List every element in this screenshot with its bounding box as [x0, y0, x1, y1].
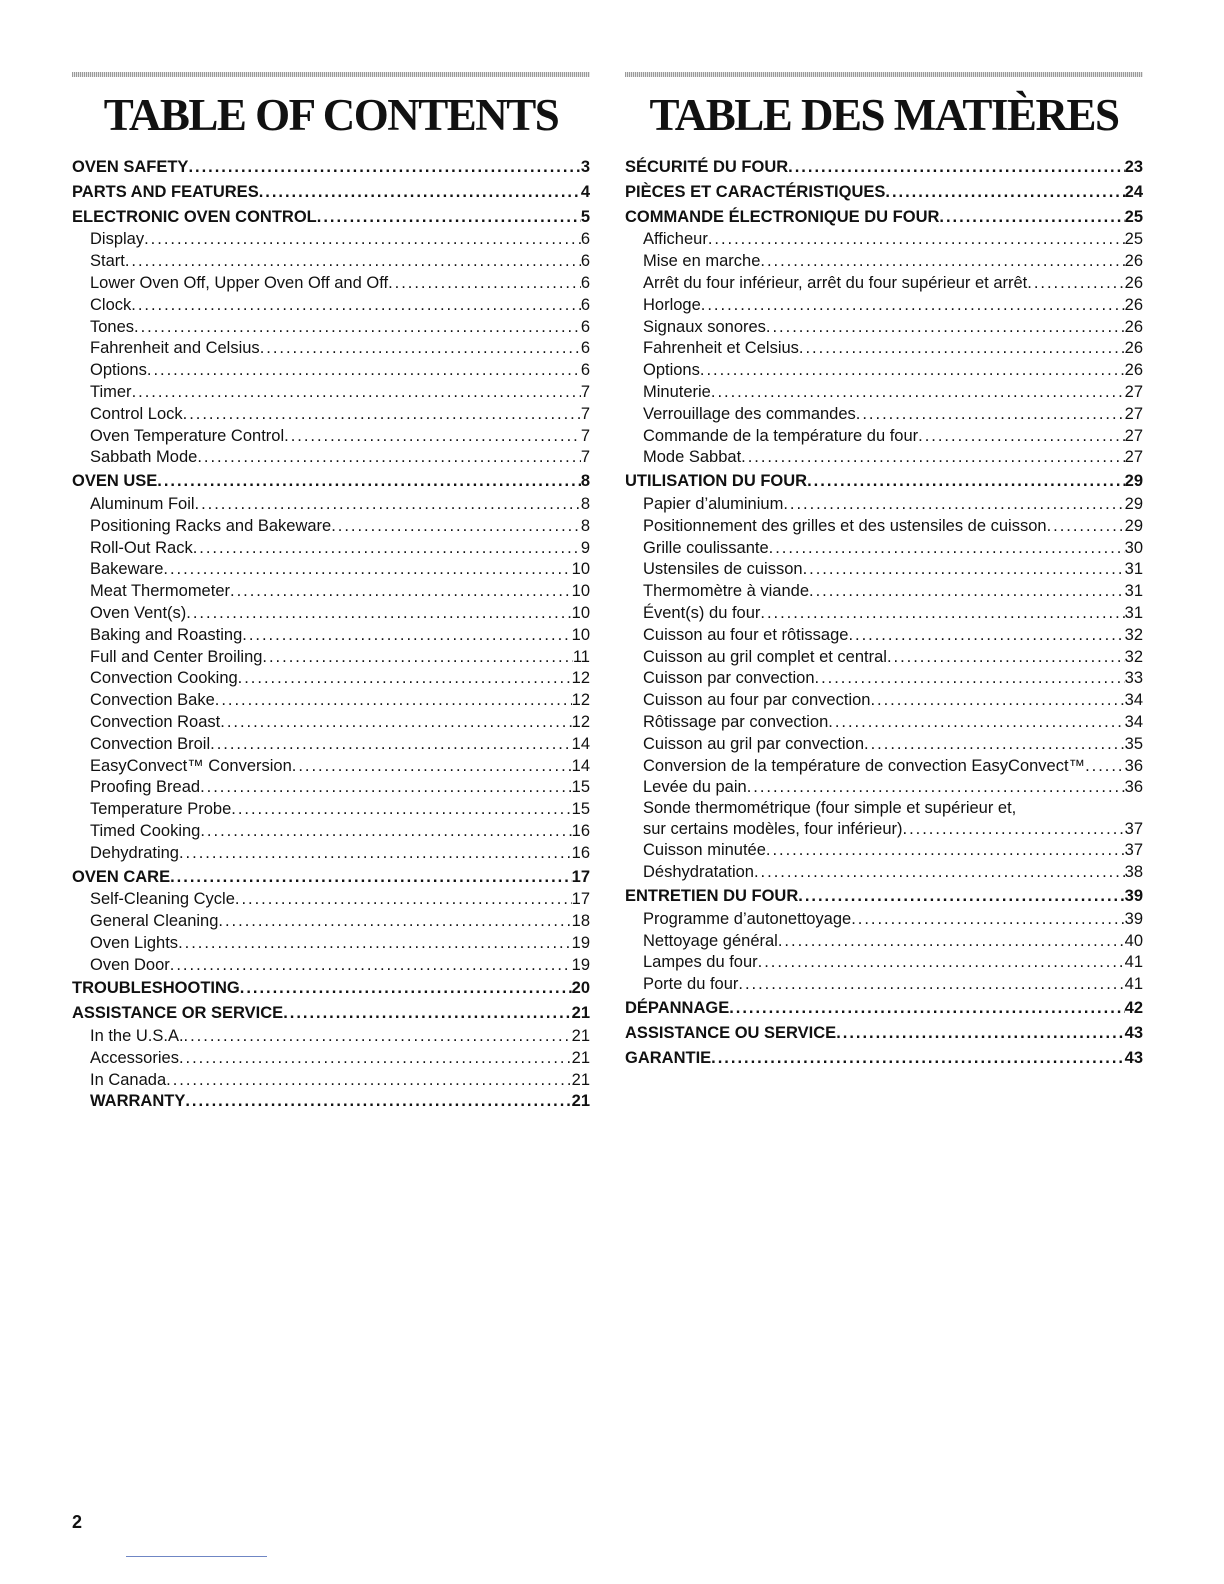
- toc-entry[interactable]: DÉPANNAGE . . . 42: [625, 996, 1143, 1021]
- toc-entry[interactable]: Self-Cleaning Cycle . . . 17: [72, 889, 590, 911]
- toc-entry[interactable]: General Cleaning . . . 18: [72, 911, 590, 933]
- toc-entry[interactable]: EasyConvect™ Conversion . . . 14: [72, 756, 590, 778]
- toc-entry[interactable]: Tones . . . 6: [72, 317, 590, 339]
- toc-entry[interactable]: SÉCURITÉ DU FOUR . . . 23: [625, 155, 1143, 180]
- toc-entry[interactable]: COMMANDE ÉLECTRONIQUE DU FOUR . . . 25: [625, 205, 1143, 230]
- toc-entry[interactable]: Options . . . 6: [72, 360, 590, 382]
- toc-entry[interactable]: Fahrenheit et Celsius . . . 26: [625, 338, 1143, 360]
- toc-entry[interactable]: OVEN USE . . . 8: [72, 469, 590, 494]
- toc-entry[interactable]: Déshydratation . . . 38: [625, 862, 1143, 884]
- toc-entry[interactable]: ELECTRONIC OVEN CONTROL . . . 5: [72, 205, 590, 230]
- toc-entry[interactable]: Thermomètre à viande . . . 31: [625, 581, 1143, 603]
- toc-entry[interactable]: OVEN SAFETY . . . 3: [72, 155, 590, 180]
- toc-entry[interactable]: Oven Vent(s) . . . 10: [72, 603, 590, 625]
- toc-entry[interactable]: Minuterie . . . 27: [625, 382, 1143, 404]
- toc-entry[interactable]: Sabbath Mode . . . 7: [72, 447, 590, 469]
- toc-entry[interactable]: OVEN CARE . . . 17: [72, 865, 590, 890]
- toc-entry[interactable]: UTILISATION DU FOUR . . . 29: [625, 469, 1143, 494]
- toc-entry[interactable]: Cuisson par convection . . . 33: [625, 668, 1143, 690]
- toc-entry[interactable]: In Canada . . . 21: [72, 1070, 590, 1092]
- toc-entry[interactable]: Levée du pain . . . 36: [625, 777, 1143, 799]
- toc-entry[interactable]: Oven Lights . . . 19: [72, 933, 590, 955]
- toc-entry[interactable]: Full and Center Broiling . . . 11: [72, 647, 590, 669]
- toc-entry[interactable]: ASSISTANCE OR SERVICE . . . 21: [72, 1001, 590, 1026]
- toc-entry[interactable]: Positioning Racks and Bakeware . . . 8: [72, 516, 590, 538]
- toc-entry[interactable]: Lower Oven Off, Upper Oven Off and Off . . . 6: [72, 273, 590, 295]
- toc-list-english: [72, 155, 590, 1113]
- toc-entry[interactable]: PIÈCES ET CARACTÉRISTIQUES . . . 24: [625, 180, 1143, 205]
- toc-entry[interactable]: Convection Cooking . . . 12: [72, 668, 590, 690]
- toc-entry[interactable]: In the U.S.A. . . . 21: [72, 1026, 590, 1048]
- toc-entry[interactable]: Dehydrating . . . 16: [72, 843, 590, 865]
- toc-entry[interactable]: Évent(s) du four . . . 31: [625, 603, 1143, 625]
- toc-entry[interactable]: sur certains modèles, four inférieur) . . . 37: [625, 819, 1143, 841]
- page-number: 2: [72, 1512, 83, 1532]
- toc-heading-french: TABLE DES MATIÈRES: [649, 90, 1119, 140]
- toc-heading-english: TABLE OF CONTENTS: [103, 90, 559, 140]
- toc-entry[interactable]: Cuisson au four par convection . . . 34: [625, 690, 1143, 712]
- toc-entry[interactable]: Porte du four . . . 41: [625, 974, 1143, 996]
- toc-entry[interactable]: Afficheur . . . 25: [625, 229, 1143, 251]
- toc-entry[interactable]: Convection Bake . . . 12: [72, 690, 590, 712]
- toc-entry[interactable]: PARTS AND FEATURES . . . 4: [72, 180, 590, 205]
- toc-entry[interactable]: Oven Temperature Control . . . 7: [72, 426, 590, 448]
- header-rule: [625, 72, 1143, 77]
- toc-entry[interactable]: Arrêt du four inférieur, arrêt du four supérieur et arrêt . . . 26: [625, 273, 1143, 295]
- toc-entry[interactable]: GARANTIE . . . 43: [625, 1046, 1143, 1071]
- toc-entry[interactable]: Horloge . . . 26: [625, 295, 1143, 317]
- toc-entry[interactable]: Convection Broil . . . 14: [72, 734, 590, 756]
- toc-entry[interactable]: Sonde thermométrique (four simple et supérieur et,: [643, 799, 1017, 818]
- toc-entry[interactable]: Mise en marche . . . 26: [625, 251, 1143, 273]
- toc-entry[interactable]: Meat Thermometer . . . 10: [72, 581, 590, 603]
- toc-entry[interactable]: Lampes du four . . . 41: [625, 952, 1143, 974]
- toc-entry[interactable]: Cuisson au gril complet et central . . . 32: [625, 647, 1143, 669]
- toc-entry[interactable]: TROUBLESHOOTING . . . 20: [72, 976, 590, 1001]
- english-toc-column: [72, 72, 590, 1113]
- toc-entry[interactable]: Control Lock . . . 7: [72, 404, 590, 426]
- toc-entry[interactable]: Aluminum Foil . . . 8: [72, 494, 590, 516]
- toc-entry[interactable]: Display . . . 6: [72, 229, 590, 251]
- toc-entry[interactable]: ENTRETIEN DU FOUR . . . 39: [625, 884, 1143, 909]
- toc-entry[interactable]: WARRANTY . . . 21: [72, 1091, 590, 1113]
- toc-entry[interactable]: Temperature Probe . . . 15: [72, 799, 590, 821]
- toc-entry[interactable]: Positionnement des grilles et des ustensiles de cuisson . . . 29: [625, 516, 1143, 538]
- toc-entry[interactable]: Programme d’autonettoyage . . . 39: [625, 909, 1143, 931]
- toc-entry[interactable]: Conversion de la température de convection EasyConvect™ . . . 36: [625, 756, 1143, 778]
- toc-entry[interactable]: Ustensiles de cuisson . . . 31: [625, 559, 1143, 581]
- header-rule: [72, 72, 590, 77]
- toc-entry[interactable]: Cuisson au four et rôtissage . . . 32: [625, 625, 1143, 647]
- toc-entry[interactable]: Timed Cooking . . . 16: [72, 821, 590, 843]
- toc-entry[interactable]: Accessories . . . 21: [72, 1048, 590, 1070]
- french-toc-column: [625, 72, 1143, 1070]
- toc-entry[interactable]: Rôtissage par convection . . . 34: [625, 712, 1143, 734]
- toc-list-french: [625, 155, 1143, 1070]
- toc-entry[interactable]: ASSISTANCE OU SERVICE . . . 43: [625, 1021, 1143, 1046]
- toc-entry[interactable]: Proofing Bread . . . 15: [72, 777, 590, 799]
- toc-entry[interactable]: Baking and Roasting . . . 10: [72, 625, 590, 647]
- toc-entry[interactable]: Bakeware . . . 10: [72, 559, 590, 581]
- toc-entry[interactable]: Options . . . 26: [625, 360, 1143, 382]
- toc-entry[interactable]: Signaux sonores . . . 26: [625, 317, 1143, 339]
- toc-entry[interactable]: Start . . . 6: [72, 251, 590, 273]
- toc-entry[interactable]: Mode Sabbat . . . 27: [625, 447, 1143, 469]
- toc-entry[interactable]: Verrouillage des commandes . . . 27: [625, 404, 1143, 426]
- toc-entry[interactable]: Convection Roast . . . 12: [72, 712, 590, 734]
- toc-entry[interactable]: Nettoyage général . . . 40: [625, 931, 1143, 953]
- toc-entry[interactable]: Papier d’aluminium . . . 29: [625, 494, 1143, 516]
- footer-line: [126, 1556, 267, 1557]
- toc-entry[interactable]: Roll-Out Rack . . . 9: [72, 538, 590, 560]
- toc-entry[interactable]: Oven Door . . . 19: [72, 955, 590, 977]
- toc-entry[interactable]: Timer . . . 7: [72, 382, 590, 404]
- toc-entry[interactable]: Grille coulissante . . . 30: [625, 538, 1143, 560]
- toc-entry[interactable]: Commande de la température du four . . . 27: [625, 426, 1143, 448]
- toc-entry[interactable]: Cuisson au gril par convection . . . 35: [625, 734, 1143, 756]
- toc-entry[interactable]: Clock . . . 6: [72, 295, 590, 317]
- toc-entry[interactable]: Cuisson minutée . . . 37: [625, 840, 1143, 862]
- toc-entry[interactable]: Fahrenheit and Celsius . . . 6: [72, 338, 590, 360]
